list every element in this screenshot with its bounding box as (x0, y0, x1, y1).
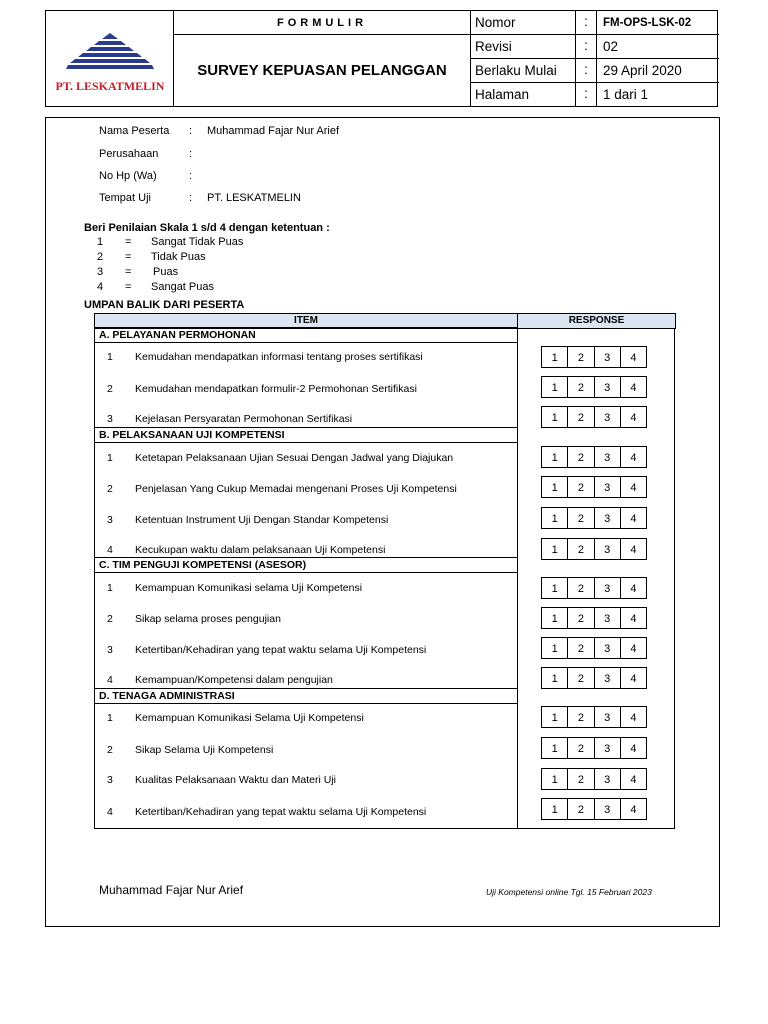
meta-row-nomor (471, 11, 719, 35)
response-option-1[interactable]: 1 (542, 477, 568, 497)
feedback-table (94, 313, 675, 829)
response-option-3[interactable]: 3 (595, 738, 621, 758)
response-option-4[interactable]: 4 (630, 583, 637, 595)
question-number: 1 (107, 452, 113, 464)
question-text: Ketetapan Pelaksanaan Ujian Sesuai Dengan Jadwal yang Diajukan (135, 452, 454, 464)
response-option-3[interactable]: 3 (595, 638, 621, 658)
response-option-2[interactable]: 2 (568, 447, 594, 467)
question-number: 3 (107, 774, 113, 786)
scale-description: Sangat Tidak Puas (151, 236, 244, 248)
question-text: Sikap Selama Uji Kompetensi (135, 744, 274, 756)
question-text: Penjelasan Yang Cukup Memadai mengenani Proses Uji Kompetensi (135, 483, 457, 495)
response-option-1[interactable]: 1 (542, 799, 568, 819)
document-header (45, 10, 718, 107)
response-options (541, 406, 647, 428)
response-options (541, 637, 647, 659)
response-option-1[interactable]: 1 (542, 769, 568, 789)
response-option-2[interactable]: 2 (568, 638, 594, 658)
response-option-2[interactable]: 2 (568, 608, 594, 628)
question-text: Kualitas Pelaksanaan Waktu dan Materi Uji (135, 774, 336, 786)
response-option-4[interactable]: 4 (630, 412, 637, 424)
response-option-4[interactable]: 4 (630, 382, 637, 394)
question-number: 2 (107, 744, 113, 756)
response-option-1[interactable]: 1 (542, 447, 568, 467)
response-option-1[interactable]: 1 (542, 377, 568, 397)
response-option-2[interactable]: 2 (568, 738, 594, 758)
response-option-3[interactable]: 3 (595, 608, 621, 628)
response-option-4[interactable]: 4 (630, 613, 637, 625)
response-option-3[interactable]: 3 (595, 407, 621, 427)
column-header-response: RESPONSE (517, 313, 676, 329)
question-text: Kecukupan waktu dalam pelaksanaan Uji Kompetensi (135, 544, 386, 556)
field-colon: : (189, 170, 193, 182)
field-colon: : (189, 125, 193, 137)
response-options (541, 706, 647, 728)
response-option-4[interactable]: 4 (630, 482, 637, 494)
response-option-1[interactable]: 1 (542, 407, 568, 427)
response-options (541, 538, 647, 560)
test-date-note: Uji Kompetensi online Tgl. 15 Februari 2023 (486, 887, 652, 897)
response-option-4[interactable]: 4 (630, 743, 637, 755)
question-text: Kemampuan Komunikasi Selama Uji Kompetensi (135, 712, 364, 724)
company-logo-icon (66, 31, 154, 77)
question-number: 4 (107, 544, 113, 556)
question-number: 3 (107, 514, 113, 526)
field-label: No Hp (Wa) (99, 170, 157, 182)
question-number: 1 (107, 712, 113, 724)
response-options (541, 446, 647, 468)
scale-description: Sangat Puas (151, 281, 214, 293)
meta-label: Nomor (475, 15, 516, 30)
scale-equals: = (125, 266, 132, 278)
response-option-2[interactable]: 2 (568, 508, 594, 528)
question-text: Ketertiban/Kehadiran yang tepat waktu selama Uji Kompetensi (135, 806, 427, 818)
section-d-title: D. TENAGA ADMINISTRASI (95, 688, 518, 704)
participant-location-field[interactable]: PT. LESKATMELIN (207, 192, 301, 204)
response-option-3[interactable]: 3 (595, 539, 621, 559)
response-option-4[interactable]: 4 (630, 804, 637, 816)
response-option-1[interactable]: 1 (542, 539, 568, 559)
page-title: SURVEY KEPUASAN PELANGGAN (197, 62, 447, 79)
response-option-2[interactable]: 2 (568, 347, 594, 367)
meta-colon: : (575, 11, 597, 34)
logo-cell (46, 11, 174, 106)
response-option-3[interactable]: 3 (595, 799, 621, 819)
question-text: Kemampuan/Kompetensi dalam pengujian (135, 674, 333, 686)
question-number: 2 (107, 483, 113, 495)
meta-value: 02 (603, 39, 619, 54)
response-option-1[interactable]: 1 (542, 638, 568, 658)
meta-label: Revisi (475, 39, 512, 54)
response-option-3[interactable]: 3 (595, 668, 621, 688)
response-options (541, 667, 647, 689)
section-c-title: C. TIM PENGUJI KOMPETENSI (ASESOR) (95, 557, 518, 573)
meta-value: 1 dari 1 (603, 87, 649, 102)
meta-label: Halaman (475, 87, 530, 102)
question-text: Sikap selama proses pengujian (135, 613, 281, 625)
meta-colon: : (575, 83, 597, 107)
question-text: Ketertiban/Kehadiran yang tepat waktu selama Uji Kompetensi (135, 644, 427, 656)
field-label: Nama Peserta (99, 125, 170, 137)
question-text: Kemudahan mendapatkan informasi tentang proses sertifikasi (135, 351, 423, 363)
field-label: Tempat Uji (99, 192, 151, 204)
meta-colon: : (575, 59, 597, 82)
response-option-2[interactable]: 2 (568, 407, 594, 427)
response-option-2[interactable]: 2 (568, 668, 594, 688)
scale-description: Tidak Puas (151, 251, 206, 263)
scale-number: 2 (97, 251, 104, 263)
response-option-1[interactable]: 1 (542, 608, 568, 628)
response-option-4[interactable]: 4 (630, 643, 637, 655)
response-option-4[interactable]: 4 (630, 712, 637, 724)
response-option-3[interactable]: 3 (595, 508, 621, 528)
document-meta (470, 11, 718, 106)
field-colon: : (189, 148, 193, 160)
response-options (541, 737, 647, 759)
meta-label: Berlaku Mulai (475, 63, 557, 78)
response-option-2[interactable]: 2 (568, 578, 594, 598)
scale-equals: = (125, 251, 132, 263)
response-options (541, 376, 647, 398)
response-option-4[interactable]: 4 (630, 673, 637, 685)
meta-value: 29 April 2020 (603, 63, 682, 78)
meta-row-revisi (471, 35, 719, 59)
scale-number: 1 (97, 236, 104, 248)
column-divider (517, 329, 518, 829)
response-options (541, 798, 647, 820)
column-header-item: ITEM (94, 313, 518, 329)
question-number: 1 (107, 351, 113, 363)
response-option-2[interactable]: 2 (568, 707, 594, 727)
question-number: 4 (107, 674, 113, 686)
response-options (541, 577, 647, 599)
response-options (541, 607, 647, 629)
participant-name-field[interactable]: Muhammad Fajar Nur Arief (207, 125, 340, 137)
response-option-3[interactable]: 3 (595, 578, 621, 598)
meta-value: FM-OPS-LSK-02 (603, 17, 692, 29)
response-options (541, 768, 647, 790)
question-number: 2 (107, 613, 113, 625)
scale-number: 3 (97, 266, 104, 278)
field-colon: : (189, 192, 193, 204)
response-option-2[interactable]: 2 (568, 477, 594, 497)
meta-row-halaman (471, 83, 719, 107)
response-option-3[interactable]: 3 (595, 707, 621, 727)
question-number: 1 (107, 582, 113, 594)
feedback-title: UMPAN BALIK DARI PESERTA (84, 299, 245, 311)
response-option-2[interactable]: 2 (568, 539, 594, 559)
response-option-4[interactable]: 4 (630, 774, 637, 786)
meta-row-berlaku (471, 59, 719, 83)
response-option-1[interactable]: 1 (542, 707, 568, 727)
meta-colon: : (575, 35, 597, 58)
response-option-4[interactable]: 4 (630, 513, 637, 525)
response-options (541, 476, 647, 498)
section-b-title: B. PELAKSANAAN UJI KOMPETENSI (95, 427, 518, 443)
response-option-2[interactable]: 2 (568, 799, 594, 819)
scale-equals: = (125, 236, 132, 248)
response-option-1[interactable]: 1 (542, 578, 568, 598)
response-option-3[interactable]: 3 (595, 447, 621, 467)
question-number: 4 (107, 806, 113, 818)
response-option-3[interactable]: 3 (595, 377, 621, 397)
company-logo-text: PT. LESKATMELIN (55, 79, 165, 93)
signature-name: Muhammad Fajar Nur Arief (99, 883, 244, 897)
form-label: FORMULIR (174, 11, 470, 35)
response-option-2[interactable]: 2 (568, 377, 594, 397)
response-option-1[interactable]: 1 (542, 738, 568, 758)
question-number: 3 (107, 413, 113, 425)
response-options (541, 346, 647, 368)
response-option-3[interactable]: 3 (595, 347, 621, 367)
scale-equals: = (125, 281, 132, 293)
response-option-1[interactable]: 1 (542, 347, 568, 367)
response-option-4[interactable]: 4 (630, 544, 637, 556)
response-option-3[interactable]: 3 (595, 769, 621, 789)
response-options (541, 507, 647, 529)
question-number: 3 (107, 644, 113, 656)
response-option-4[interactable]: 4 (630, 452, 637, 464)
question-text: Kemudahan mendapatkan formulir-2 Permohonan Sertifikasi (135, 383, 417, 395)
question-text: Kemampuan Komunikasi selama Uji Kompetensi (135, 582, 363, 594)
question-number: 2 (107, 383, 113, 395)
field-label: Perusahaan (99, 148, 159, 160)
response-option-2[interactable]: 2 (568, 769, 594, 789)
scale-number: 4 (97, 281, 104, 293)
question-text: Kejelasan Persyaratan Permohonan Sertifikasi (135, 413, 353, 425)
scale-description: Puas (153, 266, 179, 278)
section-a-title: A. PELAYANAN PERMOHONAN (95, 327, 518, 343)
response-option-4[interactable]: 4 (630, 352, 637, 364)
response-option-3[interactable]: 3 (595, 477, 621, 497)
scale-title: Beri Penilaian Skala 1 s/d 4 dengan ketentuan : (84, 222, 330, 234)
question-text: Ketentuan Instrument Uji Dengan Standar Kompetensi (135, 514, 389, 526)
response-option-1[interactable]: 1 (542, 668, 568, 688)
response-option-1[interactable]: 1 (542, 508, 568, 528)
